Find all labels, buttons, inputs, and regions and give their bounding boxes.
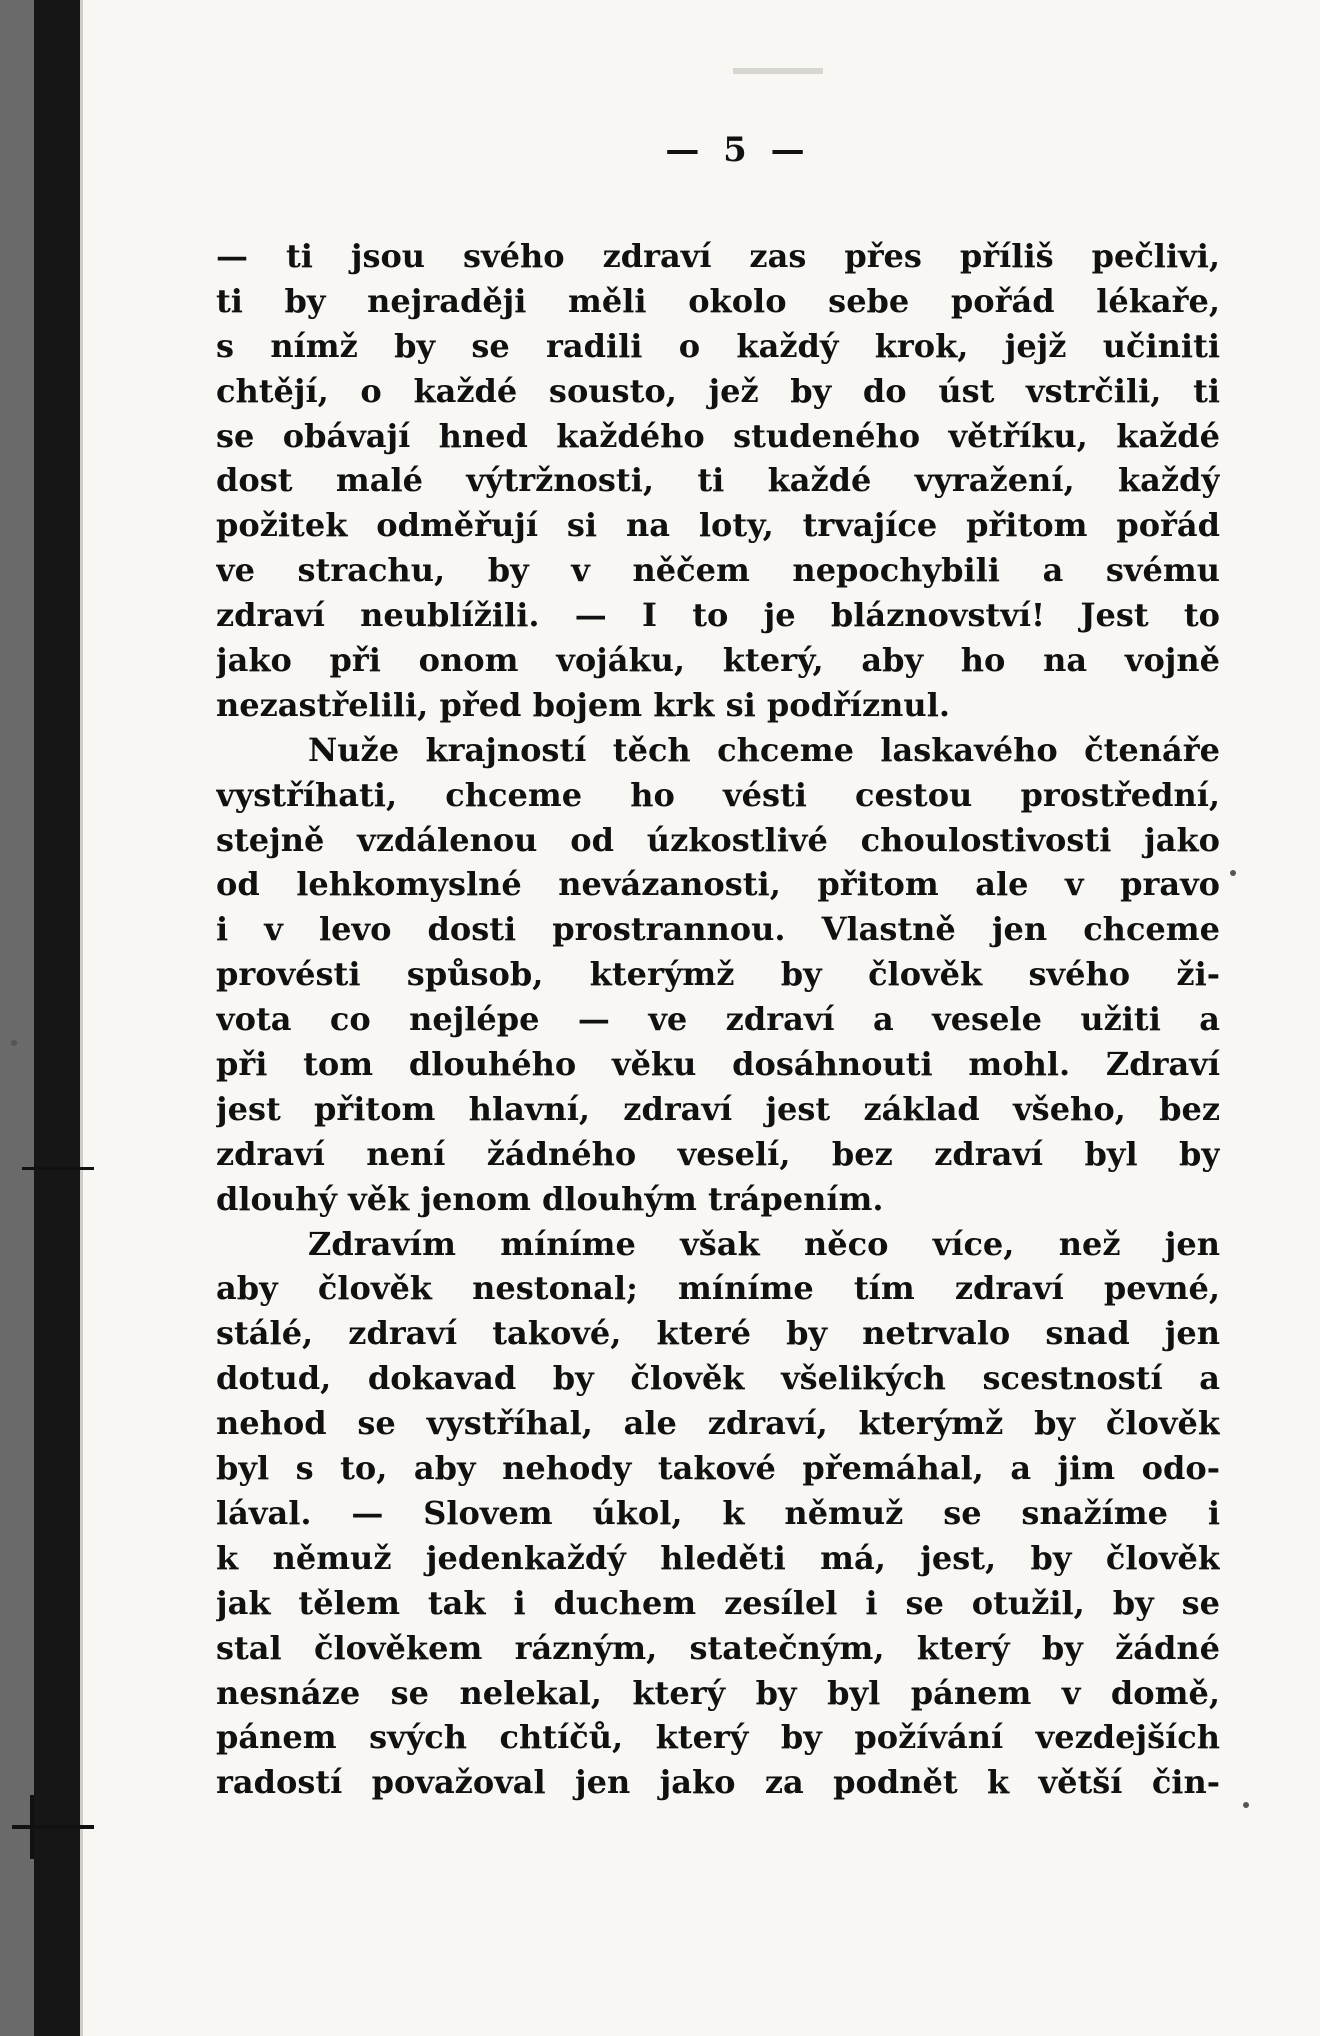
text-line-9: zdraví neublížili. — I to je bláznovství! Jest to (216, 596, 1220, 635)
text-line-21: zdraví není žádného veselí, bez zdraví byl by (216, 1134, 1220, 1173)
text-line-17: provésti spůsob, kterýmž by člověk svého ži- (216, 955, 1220, 994)
text-line-24: aby člověk nestonal; míníme tím zdraví pevné, (216, 1269, 1220, 1308)
scan-speck (11, 1040, 17, 1046)
paper-tear-mark (733, 68, 823, 74)
text-line-7: požitek odměřují si na loty, trvajíce přitom pořád (216, 506, 1220, 545)
text-line-16: i v levo dosti prostrannou. Vlastně jen chceme (216, 910, 1220, 949)
text-line-32: stal člověkem rázným, statečným, který by žádné (216, 1628, 1220, 1667)
text-line-29: lával. — Slovem úkol, k němuž se snažíme i (216, 1493, 1220, 1532)
text-line-5: se obávají hned každého studeného větříku, každé (216, 416, 1220, 455)
text-line-19: při tom dlouhého věku dosáhnouti mohl. Zdraví (216, 1045, 1220, 1084)
text-line-11: nezastřelili, před bojem krk si podříznul. (216, 685, 950, 724)
text-line-15: od lehkomyslné nevázanosti, přitom ale v pravo (216, 865, 1220, 904)
text-line-28: byl s to, aby nehody takové přemáhal, a jim odo- (216, 1449, 1220, 1488)
binding-mark (22, 1167, 94, 1170)
text-line-26: dotud, dokavad by člověk všelikých scestností a (216, 1359, 1220, 1398)
scan-edge (0, 0, 34, 2036)
text-line-8: ve strachu, by v něčem nepochybili a svému (216, 551, 1220, 590)
text-line-14: stejně vzdálenou od úzkostlivé choulostivosti jako (216, 820, 1220, 859)
text-line-4: chtějí, o každé sousto, jež by do úst vstrčili, ti (216, 371, 1220, 410)
text-line-34: pánem svých chtíčů, který by požívání vezdejších (216, 1718, 1220, 1757)
text-line-31: jak tělem tak i duchem zesílel i se otužil, by se (216, 1583, 1220, 1622)
binding-mark (12, 1825, 94, 1829)
text-line-22: dlouhý věk jenom dlouhým trápením. (216, 1179, 884, 1218)
text-line-12: Nuže krajností těch chceme laskavého čtenáře (308, 730, 1220, 769)
text-line-3: s nímž by se radili o každý krok, jejž učiniti (216, 326, 1220, 365)
text-line-10: jako při onom vojáku, který, aby ho na vojně (216, 641, 1220, 680)
text-line-30: k němuž jedenkaždý hleděti má, jest, by člověk (216, 1538, 1220, 1577)
text-line-27: nehod se vystříhal, ale zdraví, kterýmž by člověk (216, 1404, 1220, 1443)
binding-mark (30, 1795, 34, 1859)
text-line-20: jest přitom hlavní, zdraví jest základ všeho, bez (216, 1089, 1220, 1128)
text-line-6: dost malé výtržnosti, ti každé vyražení, každý (216, 461, 1220, 500)
body-text (216, 234, 1220, 1805)
text-line-1: — ti jsou svého zdraví zas přes příliš pečlivi, (216, 237, 1220, 275)
scan-speck (1230, 870, 1236, 876)
text-line-23: Zdravím míníme však něco více, než jen (308, 1224, 1220, 1263)
text-line-25: stálé, zdraví takové, které by netrvalo snad jen (216, 1314, 1220, 1353)
text-line-13: vystříhati, chceme ho vésti cestou prostřední, (216, 775, 1220, 814)
text-line-2: ti by nejraději měli okolo sebe pořád lékaře, (216, 281, 1220, 320)
text-line-33: nesnáze se nelekal, který by byl pánem v domě, (216, 1673, 1220, 1712)
scan-speck (1243, 1802, 1249, 1808)
text-line-18: vota co nejlépe — ve zdraví a vesele užiti a (216, 1000, 1220, 1039)
text-line-35: radostí považoval jen jako za podnět k větší čin- (216, 1763, 1220, 1802)
page-number: — 5 — (665, 130, 811, 170)
paper-page (80, 0, 1320, 2036)
